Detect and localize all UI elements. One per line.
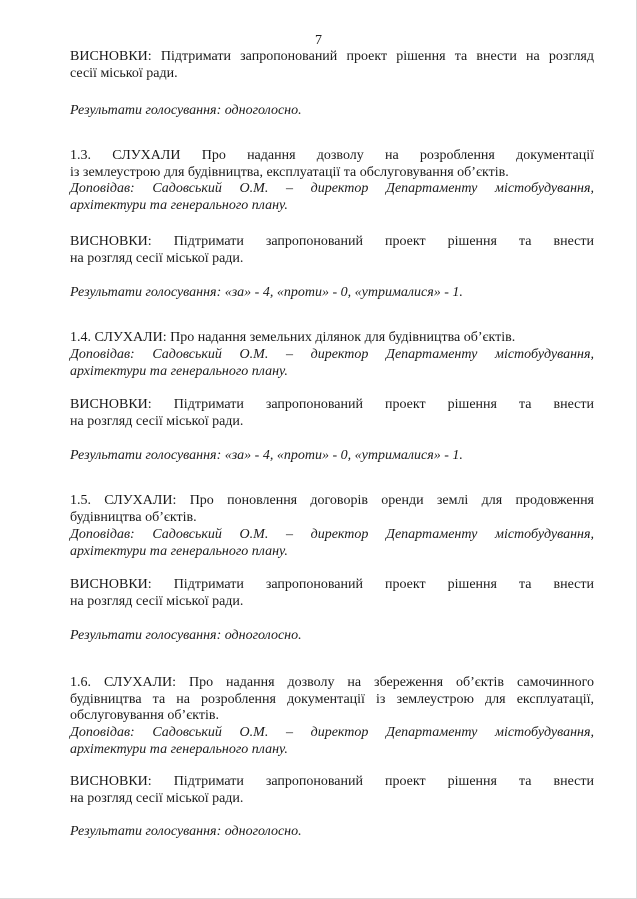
item-1-5-conclusion — [70, 577, 594, 610]
item-1-3-vote-result: Результати голосування: «за» - 4, «проти» - 0, «утрималися» - 1. — [70, 285, 463, 300]
item-1-3-speaker-line-1: Доповідав: Садовський О.М. – директор Департаменту містобудування, — [70, 181, 594, 196]
intro-conclusion-line-2: сесії міської ради. — [70, 65, 178, 81]
item-1-4-conclusion — [70, 397, 594, 430]
item-1-4-heard — [70, 330, 594, 347]
item-1-6-conclusion-line-2: на розгляд сесії міської ради. — [70, 790, 244, 806]
page-number: 7 — [315, 33, 322, 48]
item-1-4-heard-line-1: 1.4. СЛУХАЛИ: Про надання земельних ділянок для будівництва об’єктів. — [70, 330, 516, 345]
item-1-5-speaker-line-1: Доповідав: Садовський О.М. – директор Департаменту містобудування, — [70, 527, 594, 542]
item-1-6-conclusion-line-1: ВИСНОВКИ: Підтримати запропонований проект рішення та внести — [70, 774, 594, 789]
item-1-6-heard — [70, 675, 594, 725]
item-1-5-conclusion-line-1: ВИСНОВКИ: Підтримати запропонований проект рішення та внести — [70, 577, 594, 592]
item-1-5-conclusion-line-2: на розгляд сесії міської ради. — [70, 593, 244, 609]
item-1-3-heard-line-2: із землеустрою для будівництва, експлуатації та обслуговування об’єктів. — [70, 164, 509, 180]
item-1-3-speaker — [70, 181, 594, 214]
item-1-4-conclusion-line-1: ВИСНОВКИ: Підтримати запропонований проект рішення та внести — [70, 397, 594, 412]
item-1-6-speaker-line-1: Доповідав: Садовський О.М. – директор Департаменту містобудування, — [70, 725, 594, 740]
item-1-3-conclusion-line-1: ВИСНОВКИ: Підтримати запропонований проект рішення та внести — [70, 234, 594, 249]
item-1-5-speaker-line-2: архітектури та генерального плану. — [70, 543, 288, 559]
item-1-6-conclusion — [70, 774, 594, 807]
item-1-4-conclusion-line-2: на розгляд сесії міської ради. — [70, 413, 244, 429]
item-1-6-heard-line-1: 1.6. СЛУХАЛИ: Про надання дозволу на збереження об’єктів самочинного — [70, 675, 594, 690]
item-1-4-speaker-line-1: Доповідав: Садовський О.М. – директор Департаменту містобудування, — [70, 347, 594, 362]
item-1-6-speaker-line-2: архітектури та генерального плану. — [70, 741, 288, 757]
item-1-3-heard-line-1: 1.3. СЛУХАЛИ Про надання дозволу на розроблення документації — [70, 148, 594, 163]
item-1-5-vote-result: Результати голосування: одноголосно. — [70, 628, 302, 643]
item-1-4-speaker-line-2: архітектури та генерального плану. — [70, 363, 288, 379]
item-1-3-heard — [70, 148, 594, 181]
item-1-5-heard-line-1: 1.5. СЛУХАЛИ: Про поновлення договорів оренди землі для продовження — [70, 493, 594, 508]
intro-conclusion-line-1: ВИСНОВКИ: Підтримати запропонований проект рішення та внести на розгляд — [70, 49, 594, 64]
item-1-6-heard-line-2: будівництва та на розроблення документації із землеустрою для експлуатації, — [70, 691, 594, 707]
item-1-5-speaker — [70, 527, 594, 560]
intro-vote-result: Результати голосування: одноголосно. — [70, 103, 302, 118]
item-1-4-speaker — [70, 347, 594, 380]
item-1-5-heard-line-2: будівництва об’єктів. — [70, 509, 197, 525]
item-1-6-speaker — [70, 725, 594, 758]
item-1-4-vote-result: Результати голосування: «за» - 4, «проти» - 0, «утрималися» - 1. — [70, 448, 463, 463]
item-1-6-heard-line-3: обслуговування об’єктів. — [70, 708, 219, 723]
item-1-3-conclusion-line-2: на розгляд сесії міської ради. — [70, 250, 244, 266]
item-1-6-vote-result: Результати голосування: одноголосно. — [70, 824, 302, 839]
item-1-3-speaker-line-2: архітектури та генерального плану. — [70, 197, 288, 213]
item-1-3-conclusion — [70, 234, 594, 267]
item-1-5-heard — [70, 493, 594, 526]
intro-conclusion — [70, 49, 594, 82]
